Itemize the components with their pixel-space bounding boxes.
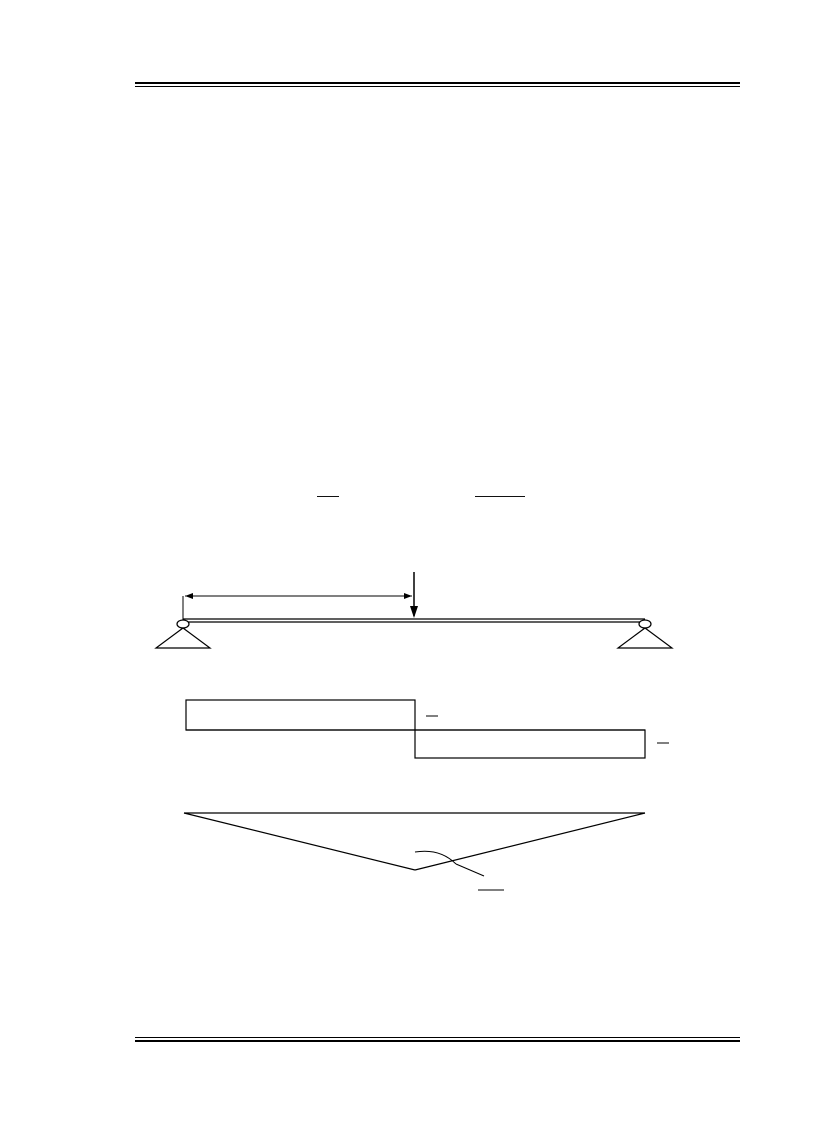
shear-diagram [186,700,645,758]
moment-diagram [184,813,645,876]
left-support [156,620,210,648]
load-arrow [410,572,418,618]
footer-rule-thick [135,1040,740,1042]
dimension-line [183,596,412,622]
footer-rule-thin [135,1037,740,1038]
beam [183,619,645,622]
right-support [618,620,672,648]
